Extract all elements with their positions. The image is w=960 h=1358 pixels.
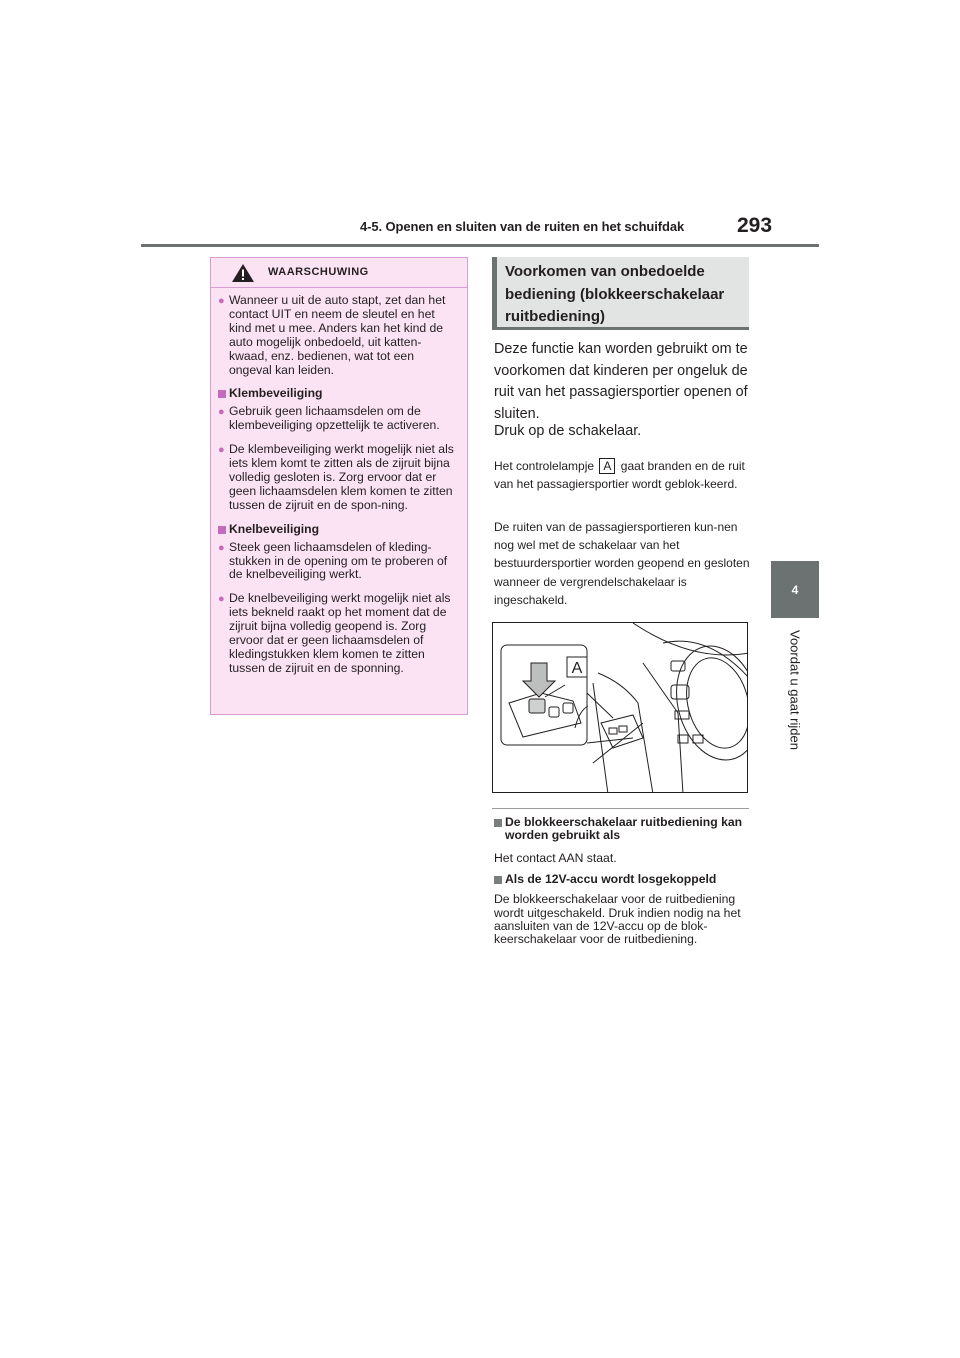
warning-title: WAARSCHUWING — [268, 266, 369, 278]
section-heading-bar — [492, 257, 497, 327]
warning-item: ● Gebruik geen lichaamsdelen om de klembeveiliging opzettelijk te activeren. — [218, 404, 440, 433]
bullet-dot-icon: ● — [218, 406, 225, 419]
chapter-number: 4 — [791, 582, 799, 597]
running-header-title: 4-5. Openen en sluiten van de ruiten en het schuifdak — [360, 219, 685, 234]
note-heading: Als de 12V-accu wordt losgekoppeld — [494, 873, 750, 887]
square-bullet-icon — [218, 387, 229, 402]
section-heading-box — [492, 257, 749, 330]
warning-item: ● Steek geen lichaamsdelen of kleding-stukken in de opening om te proberen of de knelbeveiliging werkt. — [218, 539, 448, 582]
chapter-title: Voordat u gaat rijden — [787, 630, 803, 750]
header-rule — [141, 244, 819, 247]
passenger-windows-paragraph: De ruiten van de passagiersportieren kun-nen nog wel met de schakelaar van het bestuurdersportier worden geopend en gesloten wanneer de vergrendelschakelaar is ingeschakeld. — [494, 520, 750, 607]
figure-callout-a: A — [571, 660, 583, 677]
warning-item: ● De klembeveiliging werkt mogelijk niet als iets klem komt te zitten als de zijruit bijna volledig gesloten is. Zorg ervoor dat er geen lichaamsdelen klem komen te zitten tussen de zijruit en de spon-ning. — [218, 442, 454, 512]
label-a-badge: A — [599, 458, 615, 474]
figure-rule — [492, 808, 749, 809]
warning-box — [210, 257, 468, 715]
warning-triangle-icon — [231, 263, 255, 283]
note-block — [494, 816, 750, 865]
chapter-tab — [771, 561, 819, 618]
warning-subheading: Klembeveiliging — [218, 387, 457, 402]
square-bullet-icon — [218, 523, 229, 538]
instruction-paragraph: Druk op de schakelaar. — [494, 423, 642, 439]
bullet-dot-icon: ● — [218, 295, 225, 307]
warning-header — [211, 258, 467, 288]
bullet-dot-icon: ● — [218, 593, 225, 606]
square-bullet-icon — [494, 873, 505, 887]
bullet-dot-icon: ● — [218, 541, 225, 554]
door-panel-drawing — [493, 623, 748, 793]
note-text: De blokkeerschakelaar voor de ruitbediening wordt uitgeschakeld. Druk indien nodig na het aansluiten van de 12V-accu op de blok-keerschakelaar voor de ruitbediening. — [494, 892, 741, 947]
warning-subheading: Knelbeveiliging — [218, 523, 457, 538]
warning-body — [211, 288, 467, 676]
chapter-side-label — [771, 630, 819, 760]
indicator-paragraph: Het controlelampje A gaat branden en de ruit van het passagiersportier wordt geblok-keerd. — [494, 459, 745, 492]
section-paragraph: Deze functie kan worden gebruikt om te voorkomen dat kinderen per ongeluk de ruit van het passagiersportier openen of sluiten. — [494, 341, 748, 422]
bullet-dot-icon: ● — [218, 444, 225, 457]
section-title: Voorkomen van onbedoelde bediening (blokkeerschakelaar ruitbediening) — [505, 263, 725, 325]
page-number: 293 — [737, 214, 773, 237]
lock-switch-illustration — [492, 622, 748, 793]
square-bullet-icon — [494, 816, 505, 843]
warning-item: ● Wanneer u uit de auto stapt, zet dan het contact UIT en neem de sleutel en het kind met u mee. Anders kan het kind de auto mogelijk onbedoeld, uit katten-kwaad, enz. bedienen, wat tot een ongeval kan leiden. — [218, 293, 446, 377]
note-block — [494, 873, 750, 946]
warning-item: ● De knelbeveiliging werkt mogelijk niet als iets bekneld raakt op het moment dat de zijruit bijna volledig geopend is. Zorg ervoor dat er geen lichaamsdelen of kledingstukken klem komen te zitten tussen de zijruit en de sponning. — [218, 591, 451, 675]
note-text: Het contact AAN staat. — [494, 850, 617, 865]
note-heading: De blokkeerschakelaar ruitbediening kan worden gebruikt als — [494, 816, 750, 843]
